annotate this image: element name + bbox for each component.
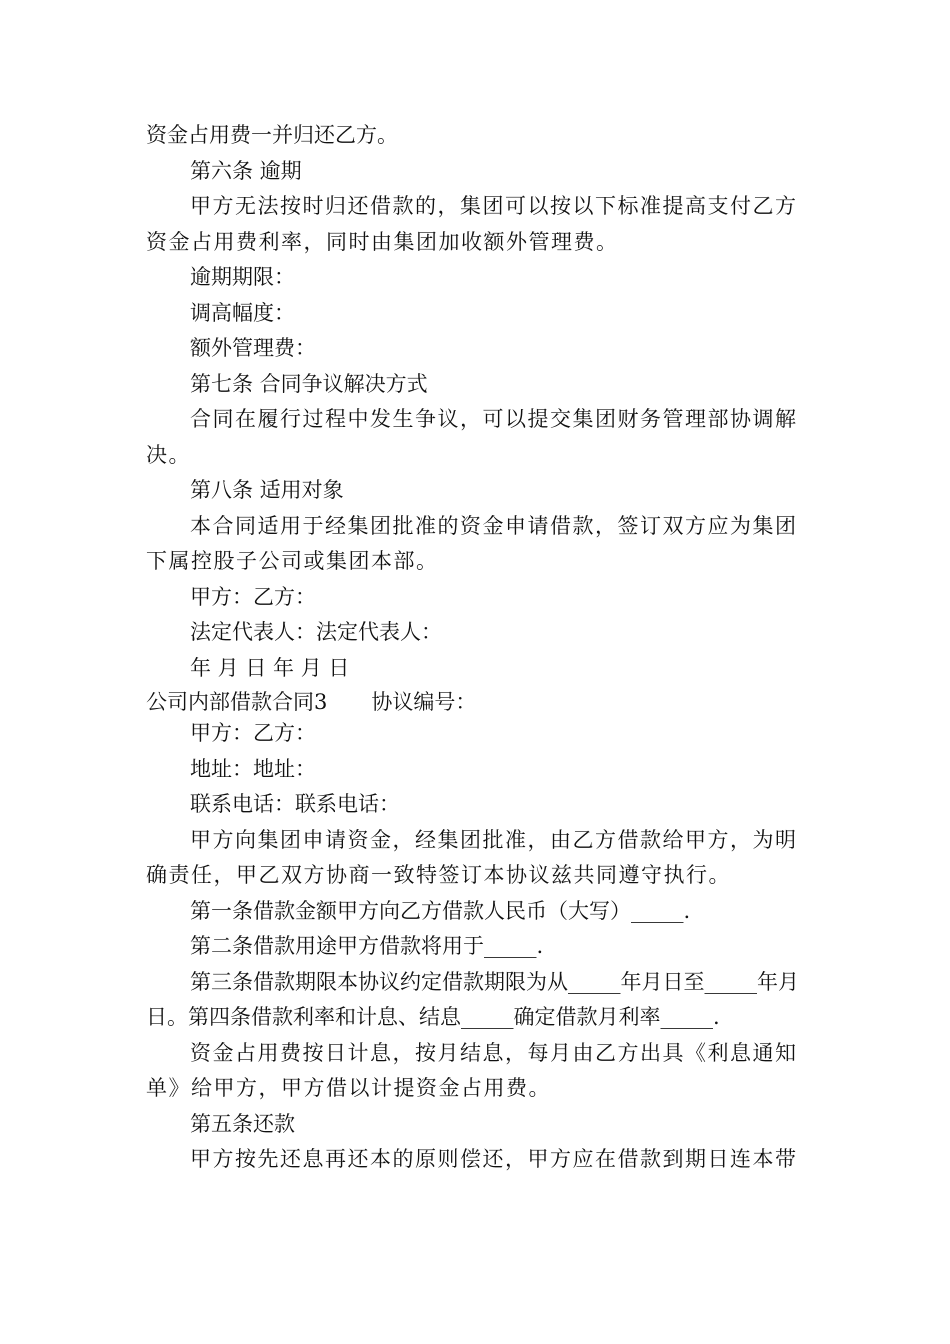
- article-8-body: 本合同适用于经集团批准的资金申请借款，签订双方应为集团下属控股子公司或集团本部。: [146, 513, 798, 573]
- article-2-line: 第二条借款用途甲方借款将用于_____.: [190, 934, 544, 958]
- article-7-body: 合同在履行过程中发生争议，可以提交集团财务管理部协调解决。: [146, 407, 798, 467]
- article-5-heading: 第五条还款: [190, 1111, 295, 1136]
- phone-line: 联系电话：联系电话：: [190, 792, 400, 816]
- date-line: 年 月 日 年 月 日: [190, 655, 350, 680]
- preamble-paragraph: 甲方向集团申请资金，经集团批准，由乙方借款给甲方，为明确责任，甲乙双方协商一致特签订本协议兹共同遵守执行。: [146, 827, 798, 887]
- parties-line: 甲方：乙方：: [190, 721, 316, 745]
- contract-title: 公司内部借款合同3: [146, 690, 328, 714]
- increase-range-label: 调高幅度：: [190, 300, 295, 325]
- article-7-heading: 第七条 合同争议解决方式: [190, 371, 428, 396]
- article-3-4-paragraph: 第三条借款期限本协议约定借款期限为从_____年月日至_____年月日。第四条借款利率和计息、结息_____确定借款月利率_____.: [146, 969, 799, 1029]
- repayment-paragraph: 甲方按先还息再还本的原则偿还，甲方应在借款到期日连本带: [190, 1147, 798, 1171]
- article-6-body: 甲方无法按时归还借款的，集团可以按以下标准提高支付乙方资金占用费利率，同时由集团加收额外管理费。: [146, 194, 798, 254]
- overdue-period-label: 逾期期限：: [190, 265, 295, 289]
- article-8-heading: 第八条 适用对象: [190, 478, 344, 502]
- legal-representative-line: 法定代表人：法定代表人：: [190, 620, 442, 644]
- contract-heading: [146, 686, 806, 716]
- article-6-heading: 第六条 逾期: [190, 158, 302, 183]
- paragraph-line: 资金占用费一并归还乙方。: [146, 123, 398, 147]
- article-1-line: 第一条借款金额甲方向乙方借款人民币（大写）_____.: [190, 898, 691, 923]
- extra-management-fee-label: 额外管理费：: [190, 336, 316, 360]
- agreement-number-label: 协议编号：: [371, 690, 477, 714]
- document-body: [146, 118, 806, 1178]
- party-signature-line: 甲方：乙方：: [190, 584, 316, 609]
- interest-paragraph: 资金占用费按日计息，按月结息，每月由乙方出具《利息通知单》给甲方，甲方借以计提资金占用费。: [146, 1040, 798, 1100]
- address-line: 地址：地址：: [190, 756, 316, 781]
